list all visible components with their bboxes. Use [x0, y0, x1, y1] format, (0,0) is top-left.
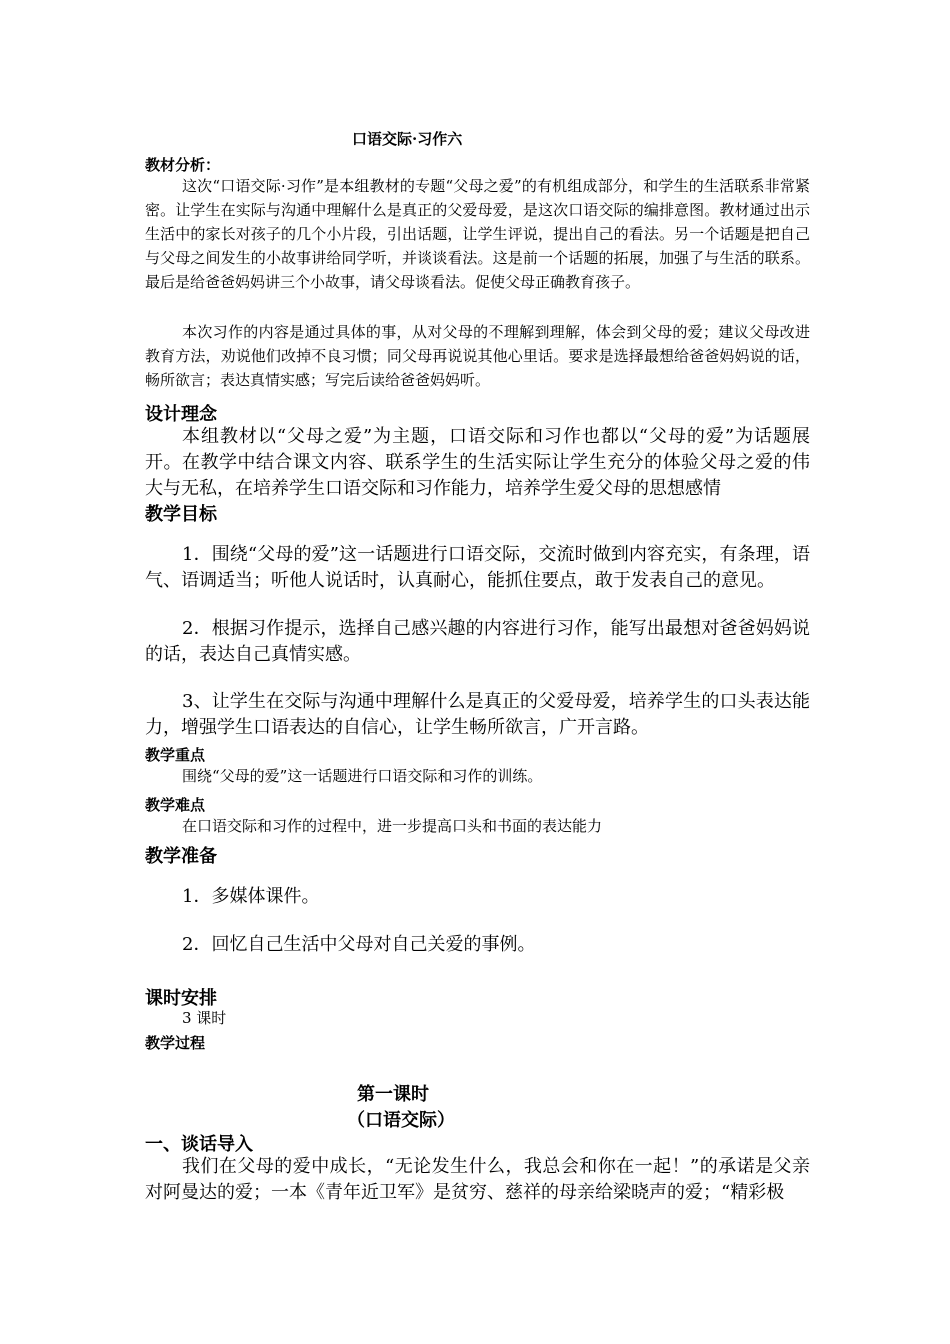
heading-process: 教学过程 [145, 1034, 206, 1052]
goal-3: 3、让学生在交际与沟通中理解什么是真正的父爱母爱，培养学生的口头表达能力，增强学生口语表达的自信心，让学生畅所欲言，广开言路。 [145, 691, 810, 738]
heading-goals: 教学目标 [145, 504, 217, 525]
heading-difficulty: 教学难点 [145, 796, 206, 814]
lesson-title: 第一课时 [357, 1084, 429, 1105]
paragraph-analysis-2: 本次习作的内容是通过具体的事，从对父母的不理解到理解，体会到父母的爱；建议父母改进教育方法，劝说他们改掉不良习惯；同父母再说说其他心里话。要求是选择最想给爸爸妈妈说的话，畅所欲言；表达真情实感；写完后读给爸爸妈妈听。 [145, 323, 810, 389]
document-title: 口语交际·习作六 [352, 130, 463, 148]
paragraph-intro: 我们在父母的爱中成长，“无论发生什么，我总会和你在一起！”的承诺是父亲对阿曼达的爱；一本《青年近卫军》是贫穷、慈祥的母亲给梁晓声的爱；“精彩极 [145, 1156, 810, 1203]
prep-item-1: 1．多媒体课件。 [182, 886, 320, 907]
paragraph-key-points: 围绕“父母的爱”这一话题进行口语交际和习作的训练。 [182, 767, 543, 785]
paragraph-difficulty: 在口语交际和习作的过程中，进一步提高口头和书面的表达能力 [182, 817, 603, 835]
heading-preparation: 教学准备 [145, 846, 217, 867]
heading-analysis: 教材分析： [145, 156, 221, 174]
paragraph-analysis-1: 这次“口语交际·习作”是本组教材的专题“父母之爱”的有机组成部分，和学生的生活联系非常紧密。让学生在实际与沟通中理解什么是真正的父爱母爱，是这次口语交际的编排意图。教材通过出示生活中的家长对孩子的几个小片段，引出话题，让学生评说，提出自己的看法。另一个话题是把自己与父母之间发生的小故事讲给同学听，并谈谈看法。这是前一个话题的拓展，加强了与生活的联系。最后是给爸爸妈妈讲三个小故事，请父母谈看法。促使父母正确教育孩子。 [145, 177, 810, 291]
lesson-subtitle: （口语交际） [347, 1110, 455, 1131]
paragraph-schedule: 3 课时 [182, 1009, 227, 1027]
goal-2: 2．根据习作提示，选择自己感兴趣的内容进行习作，能写出最想对爸爸妈妈说的话，表达自己真情实感。 [145, 618, 810, 665]
prep-item-2: 2．回忆自己生活中父母对自己关爱的事例。 [182, 934, 536, 955]
heading-key-points: 教学重点 [145, 746, 206, 764]
heading-schedule: 课时安排 [145, 988, 217, 1009]
paragraph-concept: 本组教材以“父母之爱”为主题，口语交际和习作也都以“父母的爱”为话题展开。在教学中结合课文内容、联系学生的生活实际让学生充分的体验父母之爱的伟大与无私，在培养学生口语交际和习作能力，培养学生爱父母的思想感情 [145, 426, 810, 499]
heading-concept: 设计理念 [145, 404, 217, 425]
heading-part-1: 一、谈话导入 [145, 1134, 253, 1155]
goal-1: 1．围绕“父母的爱”这一话题进行口语交际，交流时做到内容充实，有条理，语气、语调适当；听他人说话时，认真耐心，能抓住要点，敢于发表自己的意见。 [145, 544, 810, 591]
